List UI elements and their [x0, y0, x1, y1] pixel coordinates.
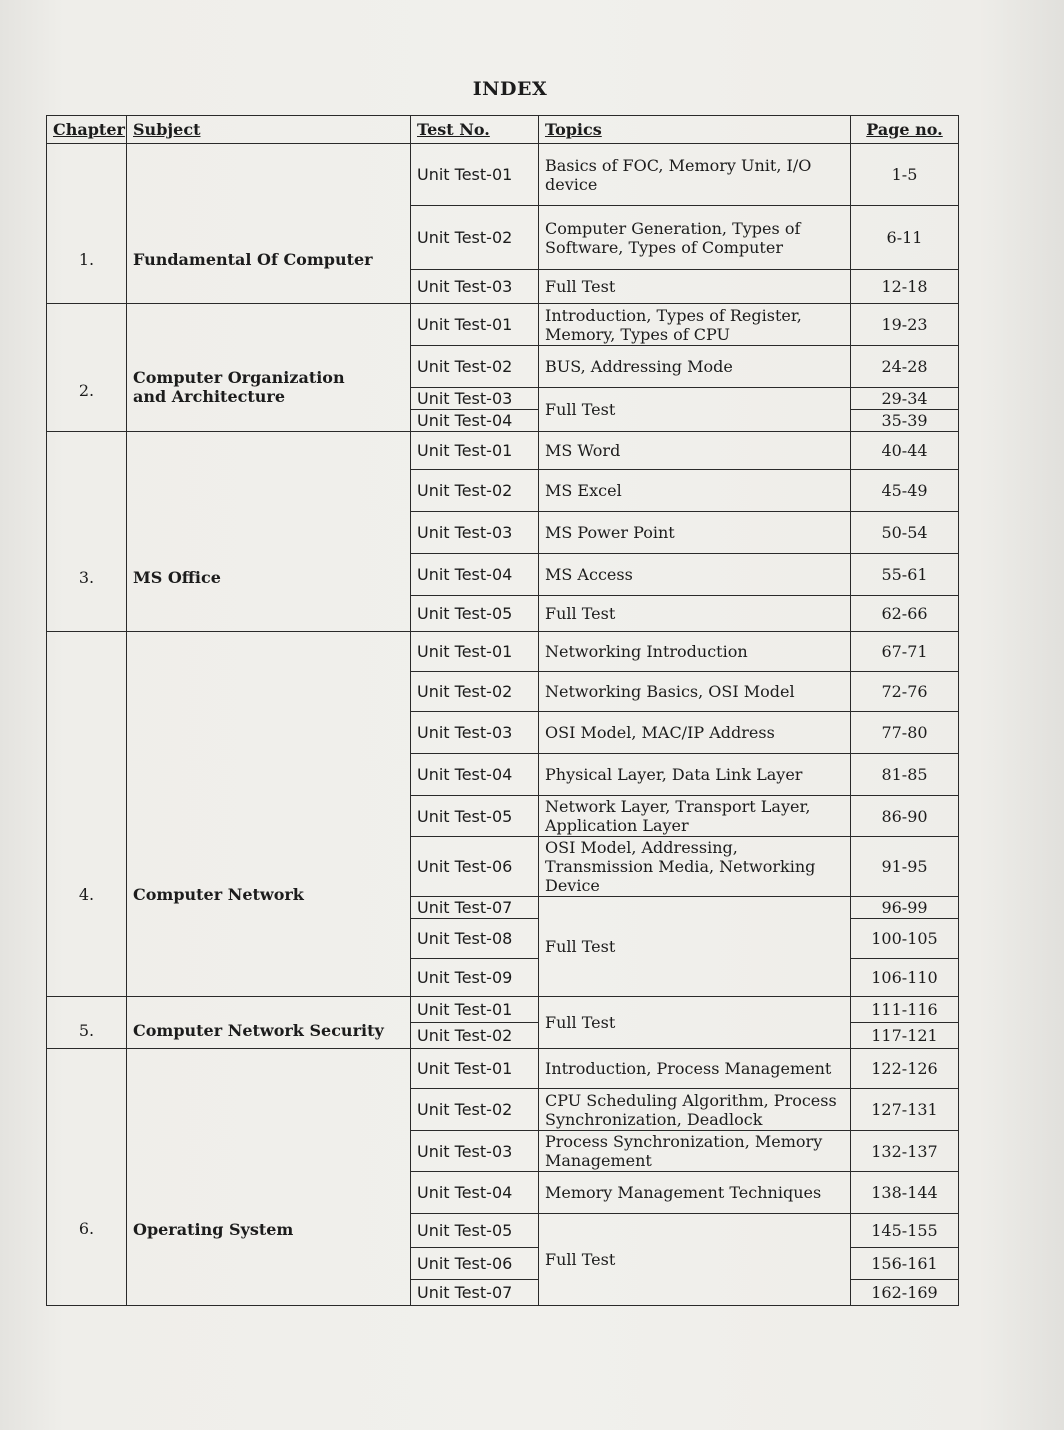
topic: MS Access: [539, 554, 851, 596]
table-row: [47, 632, 959, 672]
topic: OSI Model, MAC/IP Address: [539, 712, 851, 754]
test-number: Unit Test-04: [411, 754, 539, 796]
page-range: 50-54: [851, 512, 959, 554]
topic: MS Excel: [539, 470, 851, 512]
page-range: 35-39: [851, 410, 959, 432]
test-number: Unit Test-07: [411, 1280, 539, 1306]
chapter-number: 4.: [47, 632, 127, 997]
test-number: Unit Test-04: [411, 554, 539, 596]
header-test-no: Test No.: [411, 116, 539, 144]
chapter-subject: MS Office: [127, 432, 411, 632]
topic: Full Test: [539, 897, 851, 997]
test-number: Unit Test-03: [411, 388, 539, 410]
page-range: 91-95: [851, 837, 959, 897]
test-number: Unit Test-06: [411, 1248, 539, 1280]
test-number: Unit Test-09: [411, 959, 539, 997]
page-range: 138-144: [851, 1172, 959, 1214]
topic: MS Power Point: [539, 512, 851, 554]
test-number: Unit Test-04: [411, 410, 539, 432]
chapter-subject: Computer Organization and Architecture: [127, 304, 411, 432]
test-number: Unit Test-05: [411, 1214, 539, 1248]
test-number: Unit Test-01: [411, 144, 539, 206]
topic: Memory Management Techniques: [539, 1172, 851, 1214]
page-range: 156-161: [851, 1248, 959, 1280]
page-range: 19-23: [851, 304, 959, 346]
test-number: Unit Test-01: [411, 1049, 539, 1089]
page-range: 1-5: [851, 144, 959, 206]
test-number: Unit Test-01: [411, 304, 539, 346]
chapter-number: 3.: [47, 432, 127, 632]
page-range: 127-131: [851, 1089, 959, 1131]
topic: Full Test: [539, 388, 851, 432]
test-number: Unit Test-06: [411, 837, 539, 897]
chapter-subject: Fundamental Of Computer: [127, 144, 411, 304]
test-number: Unit Test-07: [411, 897, 539, 919]
page-range: 117-121: [851, 1023, 959, 1049]
table-row: [47, 997, 959, 1023]
page-range: 96-99: [851, 897, 959, 919]
test-number: Unit Test-01: [411, 432, 539, 470]
topic: Introduction, Types of Register, Memory, Types of CPU: [539, 304, 851, 346]
header-topics: Topics: [539, 116, 851, 144]
test-number: Unit Test-02: [411, 1023, 539, 1049]
table-row: [47, 304, 959, 346]
page-range: 24-28: [851, 346, 959, 388]
page-range: 6-11: [851, 206, 959, 270]
chapter-subject: Operating System: [127, 1049, 411, 1306]
page-range: 77-80: [851, 712, 959, 754]
test-number: Unit Test-03: [411, 712, 539, 754]
header-page-no: Page no.: [851, 116, 959, 144]
topic: Full Test: [539, 997, 851, 1049]
topic: Network Layer, Transport Layer, Application Layer: [539, 796, 851, 837]
topic: Full Test: [539, 596, 851, 632]
test-number: Unit Test-01: [411, 632, 539, 672]
header-subject: Subject: [127, 116, 411, 144]
test-number: Unit Test-03: [411, 512, 539, 554]
test-number: Unit Test-08: [411, 919, 539, 959]
topic: Networking Basics, OSI Model: [539, 672, 851, 712]
chapter-number: 5.: [47, 997, 127, 1049]
test-number: Unit Test-02: [411, 672, 539, 712]
page-range: 72-76: [851, 672, 959, 712]
topic: Introduction, Process Management: [539, 1049, 851, 1089]
topic: Full Test: [539, 1214, 851, 1306]
test-number: Unit Test-01: [411, 997, 539, 1023]
topic: MS Word: [539, 432, 851, 470]
page-range: 100-105: [851, 919, 959, 959]
page-range: 29-34: [851, 388, 959, 410]
test-number: Unit Test-03: [411, 1131, 539, 1172]
test-number: Unit Test-05: [411, 596, 539, 632]
test-number: Unit Test-03: [411, 270, 539, 304]
page-range: 132-137: [851, 1131, 959, 1172]
page-range: 145-155: [851, 1214, 959, 1248]
topic: Computer Generation, Types of Software, Types of Computer: [539, 206, 851, 270]
test-number: Unit Test-02: [411, 206, 539, 270]
page-range: 40-44: [851, 432, 959, 470]
page-range: 67-71: [851, 632, 959, 672]
page-range: 162-169: [851, 1280, 959, 1306]
chapter-number: 6.: [47, 1049, 127, 1306]
page-range: 122-126: [851, 1049, 959, 1089]
topic: Basics of FOC, Memory Unit, I/O device: [539, 144, 851, 206]
header-row: [47, 116, 959, 144]
table-row: [47, 144, 959, 206]
page-range: 55-61: [851, 554, 959, 596]
page-range: 12-18: [851, 270, 959, 304]
chapter-subject: Computer Network: [127, 632, 411, 997]
page-range: 86-90: [851, 796, 959, 837]
chapter-subject: Computer Network Security: [127, 997, 411, 1049]
topic: Full Test: [539, 270, 851, 304]
page-title: INDEX: [472, 78, 548, 100]
index-table-body: [47, 116, 959, 1306]
test-number: Unit Test-02: [411, 470, 539, 512]
topic: CPU Scheduling Algorithm, Process Synchronization, Deadlock: [539, 1089, 851, 1131]
chapter-number: 2.: [47, 304, 127, 432]
page-range: 81-85: [851, 754, 959, 796]
page-range: 111-116: [851, 997, 959, 1023]
page-range: 45-49: [851, 470, 959, 512]
test-number: Unit Test-05: [411, 796, 539, 837]
topic: Process Synchronization, Memory Management: [539, 1131, 851, 1172]
table-row: [47, 1049, 959, 1089]
table-row: [47, 432, 959, 470]
page-range: 106-110: [851, 959, 959, 997]
header-chapter: Chapter: [47, 116, 127, 144]
index-table: [46, 115, 959, 1306]
chapter-number: 1.: [47, 144, 127, 304]
test-number: Unit Test-02: [411, 346, 539, 388]
test-number: Unit Test-04: [411, 1172, 539, 1214]
test-number: Unit Test-02: [411, 1089, 539, 1131]
topic: Physical Layer, Data Link Layer: [539, 754, 851, 796]
page-range: 62-66: [851, 596, 959, 632]
topic: OSI Model, Addressing, Transmission Media, Networking Device: [539, 837, 851, 897]
topic: BUS, Addressing Mode: [539, 346, 851, 388]
topic: Networking Introduction: [539, 632, 851, 672]
